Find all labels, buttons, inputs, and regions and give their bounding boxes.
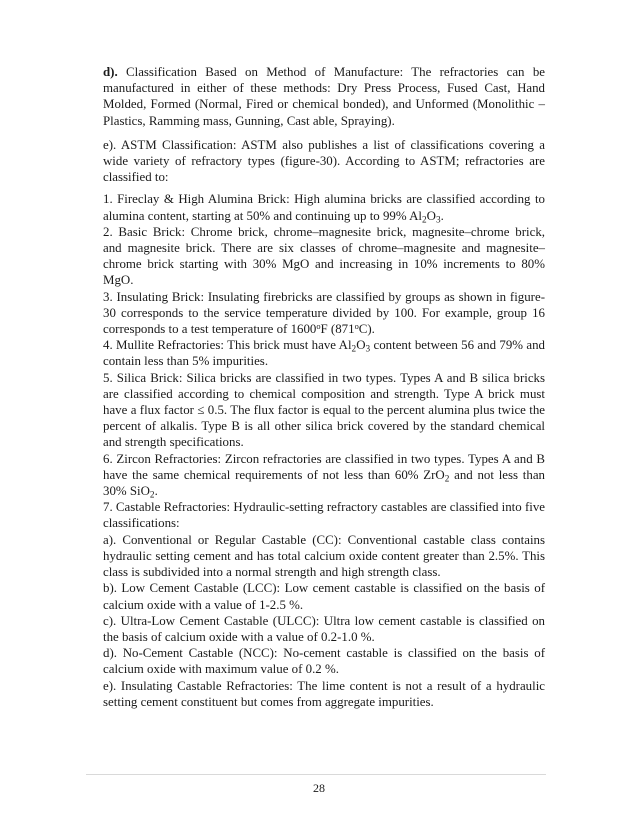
item-text: O bbox=[356, 338, 366, 353]
paragraph-astm-classification: e). ASTM Classification: ASTM also publishes a list of classifications covering a wide variety of refractory types (figure-30). According to ASTM; refractories are classified to: bbox=[103, 137, 545, 185]
list-item-conventional-castable: a). Conventional or Regular Castable (CC): Conventional castable class contains hydraulic setting cement and has total calcium oxide content greater than 2.5%. This class is subdivided into a normal strength and high strength class. bbox=[103, 532, 545, 580]
list-item-zircon-refractories bbox=[103, 451, 545, 500]
subscript: 2 bbox=[444, 474, 450, 485]
list-item-castable-refractories: 7. Castable Refractories: Hydraulic-setting refractory castables are classified into five classifications: bbox=[103, 500, 545, 531]
list-item-basic-brick: 2. Basic Brick: Chrome brick, chrome–magnesite brick, magnesite–chrome brick, and magnesite brick. There are six classes of chrome–magnesite and magnesite–chrome brick starting with 30% MgO and increasing in 10% increments to 80% MgO. bbox=[103, 224, 545, 288]
item-text: . bbox=[440, 208, 444, 223]
paragraph-classification-manufacture bbox=[103, 64, 545, 129]
page-body bbox=[103, 64, 545, 710]
item-text: 3. Insulating Brick: Insulating firebricks are classified by groups as shown in figure-30 corresponds to the service temperature divided by 100. For example, group 16 corresponds to a test temperature of 1600 bbox=[103, 289, 545, 337]
list-item-insulating-castable: e). Insulating Castable Refractories: The lime content is not a result of a hydraulic setting cement constituent but comes from aggregate impurities. bbox=[103, 678, 545, 709]
degree-symbol: o bbox=[354, 322, 359, 332]
item-text: 1. Fireclay & High Alumina Brick: High alumina bricks are classified according to alumina content, starting at 50% and continuing up to 99% Al bbox=[103, 192, 545, 223]
subscript: 2 bbox=[351, 344, 357, 355]
paragraph-text: Classification Based on Method of Manufacture: The refractories can be manufactured in either of these methods: Dry Press Process, Fused Cast, Hand Molded, Formed (Normal, Fired or chemical bonded), and Unformed (Monolithic – Plastics, Ramming mass, Gunning, Cast able, Spraying). bbox=[103, 65, 545, 128]
list-item-insulating-brick bbox=[103, 289, 545, 338]
item-text: 6. Zircon Refractories: Zircon refractories are classified in two types. Types A and B have the same chemical requirements of not less than 60% ZrO bbox=[103, 451, 545, 482]
item-text: . bbox=[154, 484, 158, 499]
list-item-no-cement-castable: d). No-Cement Castable (NCC): No-cement castable is classified on the basis of calcium oxide with maximum value of 0.2 %. bbox=[103, 646, 545, 677]
list-item-mullite-refractories bbox=[103, 337, 545, 369]
subscript: 3 bbox=[365, 344, 371, 355]
subscript: 2 bbox=[149, 490, 155, 501]
footer-divider bbox=[86, 774, 546, 775]
item-text: C). bbox=[358, 322, 375, 337]
item-text: O bbox=[426, 208, 436, 223]
list-label-d: d). bbox=[103, 65, 118, 79]
item-text: 4. Mullite Refractories: This brick must have Al bbox=[103, 338, 352, 353]
item-text: F (871 bbox=[320, 322, 355, 337]
list-item-silica-brick: 5. Silica Brick: Silica bricks are classified in two types. Types A and B silica bricks are classified according to chemical composition and strength. Type A brick must have a flux factor ≤ 0.5. The flux factor is equal to the percent alumina plus twice the percent of alkalis. Type B is all other silica brick covered by the standard chemical and strength specifications. bbox=[103, 370, 545, 450]
subscript: 2 bbox=[422, 214, 427, 225]
degree-symbol: o bbox=[316, 322, 321, 332]
item-text: content between 56 and 79% and contain less than 5% impurities. bbox=[103, 338, 545, 369]
item-text: and not less than 30% SiO bbox=[103, 467, 545, 499]
list-item-ultra-low-cement-castable: c). Ultra-Low Cement Castable (ULCC): Ultra low cement castable is classified on the basis of calcium oxide with a value of 0.2-1.0 %. bbox=[103, 613, 545, 644]
list-item-low-cement-castable: b). Low Cement Castable (LCC): Low cement castable is classified on the basis of calcium oxide with a value of 1-2.5 %. bbox=[103, 581, 545, 612]
list-item-fireclay-high-alumina bbox=[103, 191, 545, 223]
subscript: 3 bbox=[435, 214, 441, 225]
page-number: 28 bbox=[313, 781, 325, 795]
